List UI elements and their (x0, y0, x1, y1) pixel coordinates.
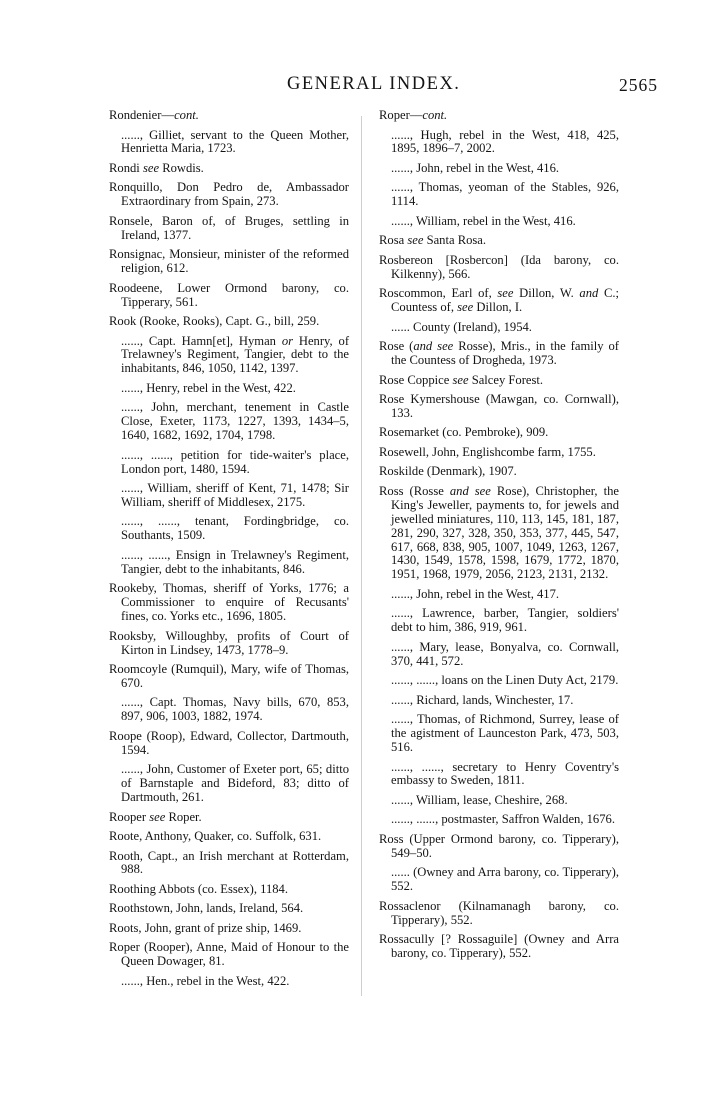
entry-text: ......, William, lease, Cheshire, 268. (391, 792, 568, 807)
entry-text: ......, Gilliet, servant to the Queen Mother, Henrietta Maria, 1723. (121, 127, 349, 156)
entry-text: ......, William, sheriff of Kent, 71, 1478; Sir William, sheriff of Middlesex, 2175. (121, 481, 349, 509)
entry-text: Roote, Anthony, Quaker, co. Suffolk, 631. (109, 829, 322, 844)
entry-text: Ross (Rosse (379, 483, 450, 498)
index-entry (379, 426, 619, 440)
running-title: GENERAL INDEX. (287, 74, 461, 94)
index-subentry (109, 549, 349, 577)
entry-text: ......, Capt. Thomas, Navy bills, 670, 853, 897, 906, 1003, 1882, 1974. (121, 695, 349, 724)
index-entry (109, 315, 349, 329)
italic-text: see (497, 286, 514, 301)
entry-text: Rosemarket (co. Pembroke), 909. (379, 425, 549, 440)
index-subentry (109, 696, 349, 724)
entry-text: ...... County (Ireland), 1954. (391, 319, 532, 334)
entry-text: Roothstown, John, lands, Ireland, 564. (109, 901, 304, 916)
entry-text: ......, John, merchant, tenement in Castle Close, Exeter, 1173, 1227, 1393, 1434–5, 1640, 1682, 1692, 1704, 1798. (121, 400, 349, 443)
entry-text: ......, William, rebel in the West, 416. (391, 213, 576, 228)
entry-text: ......, Thomas, yeoman of the Stables, 926, 1114. (391, 180, 619, 209)
page-number: 2565 (619, 75, 658, 95)
entry-text: Roodeene, Lower Ormond barony, co. Tipperary, 561. (109, 280, 349, 309)
entry-text: Rose Coppice (379, 372, 453, 387)
index-entry (109, 811, 349, 825)
entry-text: ......, ......, tenant, Fordingbridge, co. Southants, 1509. (121, 514, 349, 543)
entry-text: Roper. (165, 809, 202, 824)
entry-text: Rosewell, John, Englishcombe farm, 1755. (379, 444, 596, 459)
index-entry (109, 248, 349, 276)
entry-text: Rooth, Capt., an Irish merchant at Rotterdam, 988. (109, 848, 349, 877)
index-subentry (379, 813, 619, 827)
index-subentry (379, 215, 619, 229)
index-subentry (379, 674, 619, 688)
entry-text: Ross (Upper Ormond barony, co. Tipperary), 549–50. (379, 831, 619, 860)
entry-text: Rooksby, Willoughby, profits of Court of Kirton in Lindsey, 1473, 1778–9. (109, 628, 349, 657)
index-entry (379, 340, 619, 368)
entry-text: Rookeby, Thomas, sheriff of Yorks, 1776; a Commissioner to enquire of Recusants' fines, co. Yorks etc., 1696, 1805. (109, 581, 349, 624)
index-entry (109, 883, 349, 897)
index-subentry (109, 382, 349, 396)
entry-text: Roomcoyle (Rumquil), Mary, wife of Thomas, 670. (109, 662, 349, 690)
entry-text: Ronsele, Baron of, of Bruges, settling in Ireland, 1377. (109, 213, 349, 242)
entry-text: Rossacully [? Rossaguile] (Owney and Arra barony, co. Tipperary), 552. (379, 932, 619, 961)
index-entry (379, 833, 619, 861)
entry-text: ......, Lawrence, barber, Tangier, soldiers' debt to him, 386, 919, 961. (391, 606, 619, 635)
index-entry (379, 234, 619, 248)
entry-text: ......, John, rebel in the West, 416. (391, 160, 560, 175)
entry-text: C.; Countess of, (391, 286, 619, 315)
index-subentry (109, 515, 349, 543)
entry-text: Dillon, W. (513, 286, 580, 301)
index-subentry (379, 129, 619, 157)
index-entry (109, 162, 349, 176)
index-subentry (379, 694, 619, 708)
index-entry (109, 830, 349, 844)
index-subentry (379, 321, 619, 335)
entry-text: ......, ......, loans on the Linen Duty Act, 2179. (391, 673, 619, 688)
entry-text: Roots, John, grant of prize ship, 1469. (109, 920, 302, 935)
index-entry (379, 900, 619, 928)
index-subentry (379, 588, 619, 602)
italic-text: see (452, 372, 469, 387)
italic-text: see (407, 233, 424, 248)
entry-text: Roper— (379, 108, 423, 122)
index-entry (109, 109, 349, 123)
index-subentry (109, 763, 349, 805)
index-entry (109, 582, 349, 624)
index-entry (379, 465, 619, 479)
index-subentry (109, 449, 349, 477)
index-subentry (109, 401, 349, 443)
index-entry (109, 730, 349, 758)
index-subentry (109, 975, 349, 989)
index-entry (109, 922, 349, 936)
entry-text: ......, Mary, lease, Bonyalva, co. Cornwall, 370, 441, 572. (391, 639, 619, 668)
entry-text: ...... (Owney and Arra barony, co. Tipperary), 552. (391, 865, 619, 894)
index-entry (379, 446, 619, 460)
index-subentry (379, 607, 619, 635)
entry-text: Rosa (379, 233, 408, 248)
index-column-right (379, 109, 619, 967)
index-subentry (109, 335, 349, 377)
entry-text: ......, ......, Ensign in Trelawney's Regiment, Tangier, debt to the inhabitants, 846. (121, 547, 349, 576)
index-subentry (109, 129, 349, 157)
italic-text: see (149, 809, 166, 824)
entry-text: Dillon, I. (473, 300, 523, 315)
column-divider (361, 116, 362, 996)
entry-text: Roscommon, Earl of, (379, 286, 498, 301)
entry-text: ......, John, rebel in the West, 417. (391, 586, 560, 601)
entry-text: ......, Capt. Hamn[et], Hyman (121, 333, 282, 348)
index-entry (379, 933, 619, 961)
italic-text: cont. (174, 108, 199, 122)
italic-text: cont. (422, 108, 448, 122)
entry-text: ......, Richard, lands, Winchester, 17. (391, 692, 574, 707)
entry-text: ......, Thomas, of Richmond, Surrey, lease of the agistment of Launceston Park, 473, 503, 516. (391, 712, 619, 754)
entry-text: Rosse), Mris., in the family of the Countess of Drogheda, 1973. (391, 339, 619, 368)
entry-text: ......, ......, petition for tide-waiter's place, London port, 1480, 1594. (121, 447, 349, 476)
entry-text: ......, Henry, rebel in the West, 422. (121, 380, 296, 395)
entry-text: Rondi (109, 160, 143, 175)
italic-text: and see (413, 339, 454, 354)
entry-text: Salcey Forest. (468, 372, 544, 387)
italic-text: and see (449, 483, 491, 498)
index-entry (109, 850, 349, 878)
index-entry (379, 287, 619, 315)
entry-text: Santa Rosa. (423, 233, 487, 248)
entry-text: Roskilde (Denmark), 1907. (379, 464, 517, 479)
index-entry (109, 630, 349, 658)
index-subentry (379, 713, 619, 755)
index-entry (379, 485, 619, 582)
entry-text: Roope (Roop), Edward, Collector, Dartmouth, 1594. (109, 728, 349, 757)
entry-text: Roothing Abbots (co. Essex), 1184. (109, 881, 288, 896)
index-entry (109, 282, 349, 310)
entry-text: Ronsignac, Monsieur, minister of the reformed religion, 612. (109, 247, 349, 276)
entry-text: Rosbereon [Rosbercon] (Ida barony, co. Kilkenny), 566. (379, 252, 619, 281)
index-entry (379, 109, 619, 123)
index-entry (109, 181, 349, 209)
italic-text: or (281, 333, 294, 348)
entry-text: Henry, of Trelawney's Regiment, Tangier, debt to the inhabitants, 846, 1050, 1142, 1397. (121, 333, 350, 376)
entry-text: Rose Kymershouse (Mawgan, co. Cornwall), 133. (379, 392, 619, 420)
entry-text: Rose), Christopher, the King's Jeweller, payments to, for jewels and jewelled miniatures, 110, 113, 145, 181, 187, 281, 290, 327, 328, 350, 353, 377, 445, 547, 617, 668, 838, 905, 1007, 1049, 1263, 1267, 1430, 1549, 1578, 1598, 1679, 1772, 1870, 1951, 1968, 1979, 2056, 2123, 2131, 2132. (391, 483, 620, 582)
index-entry (109, 902, 349, 916)
italic-text: see (142, 160, 160, 175)
entry-text: ......, Hugh, rebel in the West, 418, 425, 1895, 1896–7, 2002. (391, 127, 619, 156)
entry-text: Rowdis. (159, 160, 204, 175)
index-entry (379, 374, 619, 388)
entry-text: Rooper (109, 809, 150, 824)
entry-text: Rossaclenor (Kilnamanagh barony, co. Tipperary), 552. (379, 898, 619, 927)
index-column-left (109, 109, 349, 994)
entry-text: ......, ......, postmaster, Saffron Walden, 1676. (391, 812, 615, 827)
index-entry (109, 941, 349, 969)
index-subentry (379, 794, 619, 808)
index-subentry (379, 761, 619, 789)
index-subentry (109, 482, 349, 510)
entry-text: Rondenier— (109, 108, 175, 122)
index-entry (379, 393, 619, 421)
entry-text: Roper (Rooper), Anne, Maid of Honour to the Queen Dowager, 81. (109, 940, 349, 969)
index-subentry (379, 181, 619, 209)
index-subentry (379, 641, 619, 669)
index-subentry (379, 162, 619, 176)
italic-text: and (579, 286, 599, 301)
entry-text: Rose ( (379, 339, 414, 354)
italic-text: see (457, 300, 474, 315)
index-entry (109, 663, 349, 691)
index-entry (109, 215, 349, 243)
index-entry (379, 254, 619, 282)
entry-text: ......, ......, secretary to Henry Coventry's embassy to Sweden, 1811. (391, 759, 619, 788)
entry-text: ......, John, Customer of Exeter port, 65; ditto of Barnstaple and Bideford, 83; ditto of Dartmouth, 261. (121, 762, 349, 805)
entry-text: ......, Hen., rebel in the West, 422. (121, 973, 290, 988)
entry-text: Rook (Rooke, Rooks), Capt. G., bill, 259. (109, 314, 320, 329)
index-subentry (379, 866, 619, 894)
page-header (0, 68, 721, 98)
entry-text: Ronquillo, Don Pedro de, Ambassador Extraordinary from Spain, 273. (109, 180, 349, 209)
